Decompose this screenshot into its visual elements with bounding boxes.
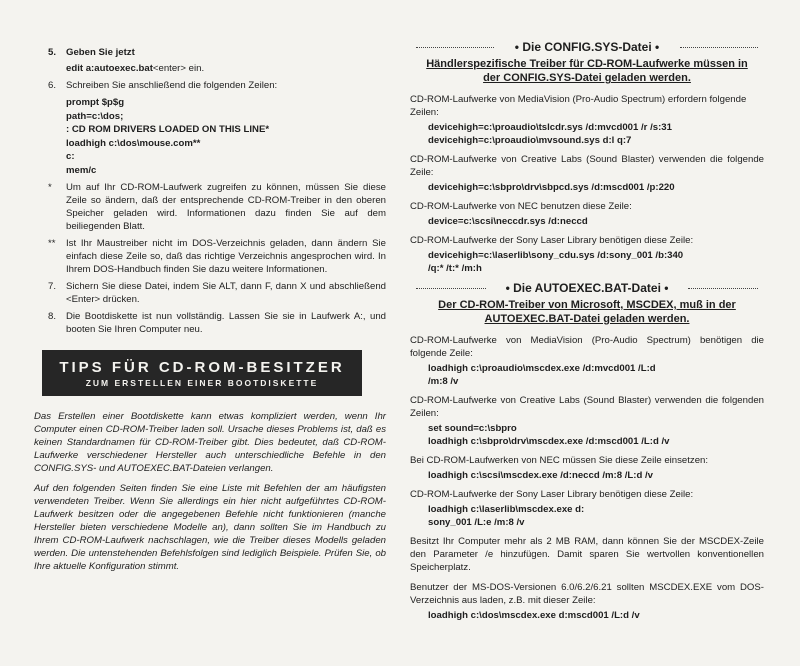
step-text: Die Bootdiskette ist nun vollständig. Lassen Sie sie in Laufwerk A:, und booten Sie Ihren Computer neu. — [66, 311, 386, 335]
code-line: devicehigh=c:\sbpro\drv\sbpcd.sys /d:mscd001 /p:220 — [428, 182, 675, 193]
mediavision-text: CD-ROM-Laufwerke von MediaVision (Pro-Audio Spectrum) benötigen die folgende Zeile: — [410, 335, 764, 359]
nec-code — [410, 469, 764, 482]
code-line: prompt $p$g — [66, 97, 125, 108]
intro-paragraph: Das Erstellen einer Bootdiskette kann etwas kompliziert werden, wenn Ihr Computer einen CD-ROM-Treiber laden soll. Ursache dieses Problems ist, daß es keinen Standardnamen für CD-ROM-Treiber gibt. Dies bedeutet, daß CD-ROM-Laufwerke verschiedener Hersteller auch unterschiedliche Befehle in den CONFIG.SYS- und AUTOEXEC.BAT-Dateien verlangen. — [34, 411, 386, 474]
code-line: /q:* /t:* /m:h — [428, 263, 482, 274]
step-5 — [48, 46, 386, 75]
mediavision-code — [410, 121, 764, 147]
tips-intro — [34, 410, 386, 573]
footnote-mark: * — [48, 182, 52, 193]
step-number: 5. — [48, 47, 57, 58]
sony-text: CD-ROM-Laufwerke der Sony Laser Library benötigen diese Zeile: — [410, 489, 694, 500]
config-sys-heading: • Die CONFIG.SYS-Datei • — [410, 40, 764, 55]
sony-code — [410, 503, 764, 529]
autoexec-heading: • Die AUTOEXEC.BAT-Datei • — [410, 281, 764, 296]
ram-note: Besitzt Ihr Computer mehr als 2 MB RAM, dann können Sie der MSCDEX-Zeile den Parameter /e hinzufügen. Damit sparen Sie wertvollen konventionellen Speicherplatz. — [410, 536, 764, 573]
code-line: : CD ROM DRIVERS LOADED ON THIS LINE* — [66, 124, 270, 135]
code-line: c: — [66, 151, 75, 162]
nec-text: Bei CD-ROM-Laufwerken von NEC müssen Sie diese Zeile einsetzen: — [410, 455, 709, 466]
code-line: loadhigh c:\laserlib\mscdex.exe d: — [428, 504, 585, 515]
creative-labs-text: CD-ROM-Laufwerke von Creative Labs (Sound Blaster) verwenden die folgenden Zeilen: — [410, 395, 764, 419]
step-text: Geben Sie jetzt — [66, 47, 135, 58]
footnote-text: Ist Ihr Maustreiber nicht im DOS-Verzeichnis geladen, dann ändern Sie einfach diese Zeile so, daß das richtige Verzeichnis angesprochen wird. In Ihrem DOS-Handbuch finden Sie dazu weitere Informationen. — [66, 238, 386, 275]
code-line: path=c:\dos; — [66, 110, 124, 122]
footnote-mark: ** — [48, 238, 56, 249]
step-7 — [48, 280, 386, 306]
tips-banner — [42, 350, 362, 396]
code-line: devicehigh=c:\laserlib\sony_cdu.sys /d:sony_001 /b:340 — [428, 250, 684, 261]
intro-paragraph: Auf den folgenden Seiten finden Sie eine Liste mit Befehlen der am häufigsten verwendeten Treiber. Wenn Sie allerdings ein hier nicht aufgeführtes CD-ROM-Laufwerk besitzen oder die angegebenen Befehle nicht funktionieren (manche Hersteller bieten verschiedene Modelle an), dann sollten Sie im Handbuch zu Ihrem CD-ROM-Laufwerk nachschlagen, wie die Treiber dieses Modells geladen werden. Die untenstehenden Befehlsfolgen sind lediglich Beispiele. Prüfen Sie, ob Ihre aktuelle Konfiguration stimmt. — [34, 483, 386, 572]
code-line: loadhigh c:\proaudio\mscdex.exe /d:mvcd001 /L:d — [428, 363, 656, 374]
step-text: Schreiben Sie anschließend die folgenden Zeilen: — [66, 80, 278, 91]
code-line: loadhigh c:\dos\mouse.com** — [66, 137, 201, 149]
right-column — [410, 40, 764, 628]
creative-labs-code — [410, 422, 764, 448]
autoexec-subheading: Der CD-ROM-Treiber von Microsoft, MSCDEX, muß in der AUTOEXEC.BAT-Datei geladen werden. — [438, 299, 736, 325]
mediavision-code — [410, 362, 764, 388]
command-tail: <enter> ein. — [152, 63, 205, 74]
dos-version-note: Benutzer der MS-DOS-Versionen 6.0/6.2/6.21 sollten MSCDEX.EXE vom DOS-Verzeichnis aus laden, z.B. mit dieser Zeile: — [410, 582, 764, 606]
step-text: Sichern Sie diese Datei, indem Sie ALT, dann F, dann X und abschließend <Enter> drücken. — [66, 281, 386, 305]
sony-code — [410, 249, 764, 275]
footnote-text: Um auf Ihr CD-ROM-Laufwerk zugreifen zu können, müssen Sie diese Zeile so ändern, daß der entsprechende CD-ROM-Treiber in den oberen Speicher geladen wird. Informationen dazu finden Sie auf dem beiliegenden Blatt. — [66, 182, 386, 232]
footnote-double-star — [48, 237, 386, 276]
code-line: loadhigh c:\sbpro\drv\mscdex.exe /d:mscd001 /L:d /v — [428, 436, 670, 447]
creative-labs-code — [410, 181, 764, 194]
left-column — [34, 46, 386, 580]
code-line: device=c:\scsi\neccdr.sys /d:neccd — [428, 216, 588, 227]
banner-subtitle: ZUM ERSTELLEN EINER BOOTDISKETTE — [85, 378, 319, 388]
config-sys-subheading: Händlerspezifische Treiber für CD-ROM-Laufwerke müssen in der CONFIG.SYS-Datei geladen werden. — [426, 58, 748, 84]
footnote-single-star — [48, 181, 386, 233]
code-line: devicehigh=c:\proaudio\mvsound.sys d:l q:7 — [428, 135, 632, 146]
banner-title: TIPS FÜR CD-ROM-BESITZER — [59, 359, 345, 376]
step-number: 8. — [48, 311, 57, 322]
code-line: loadhigh c:\dos\mscdex.exe d:mscd001 /L:d /v — [428, 610, 640, 621]
dos-code — [410, 609, 764, 622]
code-line: devicehigh=c:\proaudio\tslcdr.sys /d:mvcd001 /r /s:31 — [428, 122, 672, 133]
step-number: 7. — [48, 281, 57, 292]
sony-text: CD-ROM-Laufwerke der Sony Laser Library benötigen diese Zeile: — [410, 235, 694, 246]
nec-code — [410, 215, 764, 228]
autoexec-code-block — [48, 96, 386, 177]
code-line: sony_001 /L:e /m:8 /v — [428, 517, 525, 528]
code-line: loadhigh c:\scsi\mscdex.exe /d:neccd /m:8 /L:d /v — [428, 470, 653, 481]
code-line: mem/c — [66, 164, 97, 176]
creative-labs-text: CD-ROM-Laufwerke von Creative Labs (Sound Blaster) verwenden die folgende Zeile: — [410, 154, 764, 178]
step-8 — [48, 310, 386, 336]
step-number: 6. — [48, 80, 57, 91]
code-line: /m:8 /v — [428, 376, 459, 387]
mediavision-text: CD-ROM-Laufwerke von MediaVision (Pro-Audio Spectrum) erfordern folgende Zeilen: — [410, 94, 747, 118]
step-command — [66, 62, 386, 75]
code-line: set sound=c:\sbpro — [428, 423, 517, 434]
nec-text: CD-ROM-Laufwerke von NEC benutzen diese Zeile: — [410, 201, 632, 212]
command-code: edit a:autoexec.bat — [66, 63, 153, 74]
step-6 — [48, 79, 386, 92]
